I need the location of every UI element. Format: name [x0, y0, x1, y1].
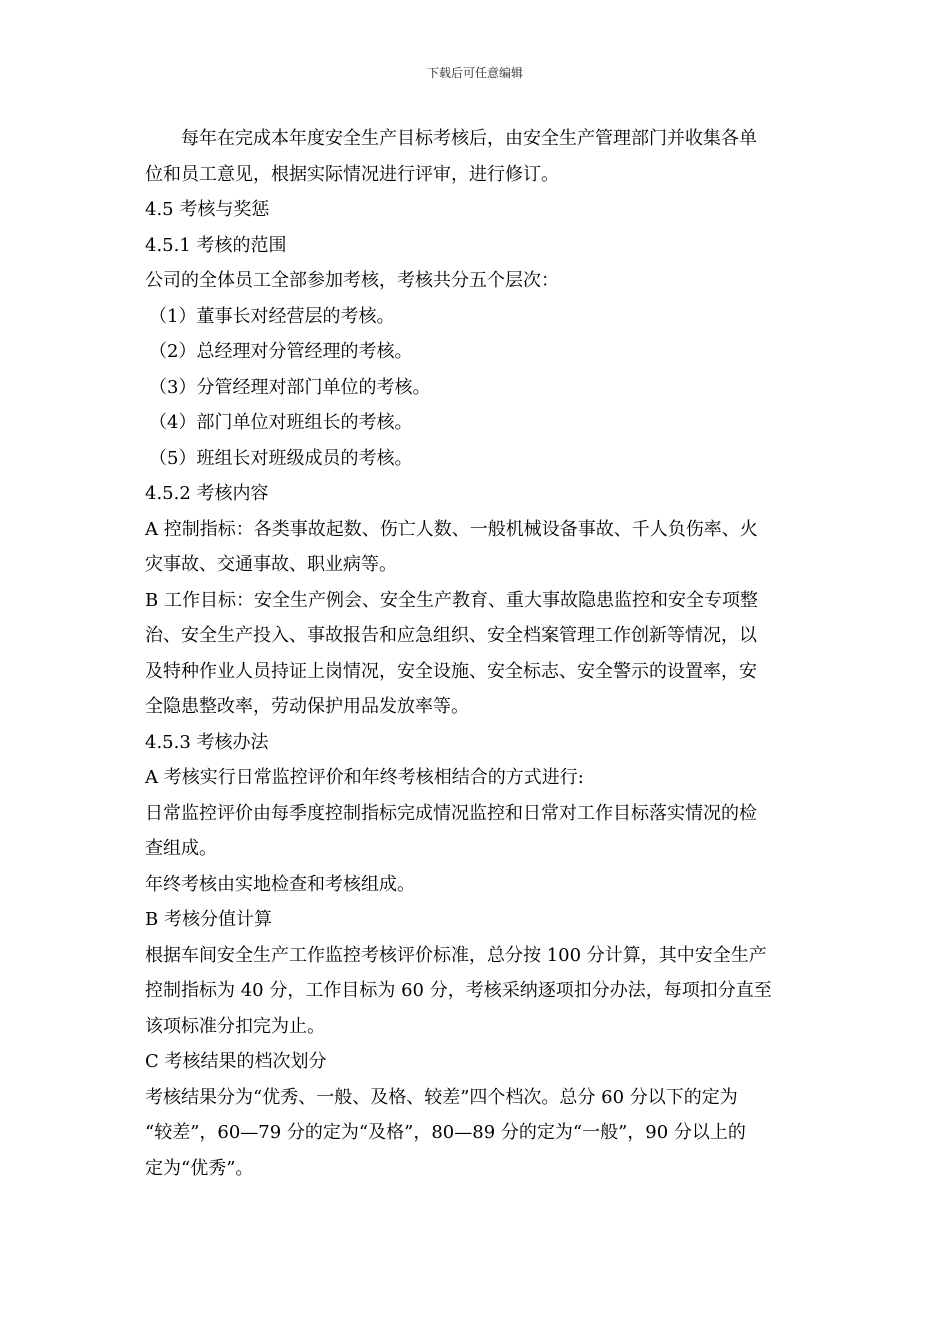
paragraph-line: 灾事故、交通事故、职业病等。	[145, 554, 397, 575]
paragraph-line: 位和员工意见，根据实际情况进行评审，进行修订。	[145, 163, 559, 185]
paragraph-line: 查组成。	[145, 838, 217, 859]
paragraph-line: 每年在完成本年度安全生产目标考核后，由安全生产管理部门并收集各单	[181, 128, 757, 149]
paragraph-line: 根据车间安全生产工作监控考核评价标准，总分按 100 分计算，其中安全生产	[145, 944, 767, 966]
document-body	[145, 121, 807, 1186]
paragraph-line: 日常监控评价由每季度控制指标完成情况监控和日常对工作目标落实情况的检	[145, 802, 757, 824]
paragraph-line: 考核结果分为“优秀、一般、及格、较差”四个档次。总分 60 分以下的定为	[145, 1086, 738, 1108]
paragraph-line: B 考核分值计算	[145, 909, 272, 930]
paragraph-line: 定为“优秀”。	[145, 1157, 254, 1179]
paragraph-line: 及特种作业人员持证上岗情况，安全设施、安全标志、安全警示的设置率，安	[145, 660, 757, 682]
paragraph-line: 全隐患整改率，劳动保护用品发放率等。	[145, 696, 469, 717]
list-item: （1）董事长对经营层的考核。	[149, 305, 395, 327]
paragraph-line: 控制指标为 40 分，工作目标为 60 分，考核采纳逐项扣分办法，每项扣分直至	[145, 980, 772, 1001]
paragraph-line: C 考核结果的档次划分	[145, 1051, 327, 1072]
paragraph-line: B 工作目标：安全生产例会、安全生产教育、重大事故隐患监控和安全专项整	[145, 589, 758, 611]
list-item: （5）班组长对班级成员的考核。	[149, 447, 413, 469]
list-item: （3）分管经理对部门单位的考核。	[149, 376, 431, 398]
list-item: （2）总经理对分管经理的考核。	[149, 341, 413, 362]
subsection-heading: 4.5.3 考核办法	[145, 731, 269, 753]
paragraph-line: A 控制指标：各类事故起数、伤亡人数、一般机械设备事故、千人负伤率、火	[145, 518, 758, 540]
paragraph-line: 年终考核由实地检查和考核组成。	[145, 873, 415, 895]
paragraph-line: 该项标准分扣完为止。	[145, 1015, 325, 1037]
section-heading: 4.5 考核与奖惩	[145, 199, 270, 220]
subsection-heading: 4.5.2 考核内容	[145, 483, 269, 504]
paragraph-line: 治、安全生产投入、事故报告和应急组织、安全档案管理工作创新等情况，以	[145, 625, 757, 646]
paragraph-line: 公司的全体员工全部参加考核，考核共分五个层次：	[145, 270, 559, 291]
list-item: （4）部门单位对班组长的考核。	[149, 412, 413, 433]
page-header: 下载后可任意编辑	[426, 66, 523, 80]
subsection-heading: 4.5.1 考核的范围	[145, 234, 287, 256]
paragraph-line: “较差”，60—79 分的定为“及格”，80—89 分的定为“一般”，90 分以上的	[145, 1122, 746, 1143]
paragraph-line: A 考核实行日常监控评价和年终考核相结合的方式进行:	[145, 767, 584, 788]
